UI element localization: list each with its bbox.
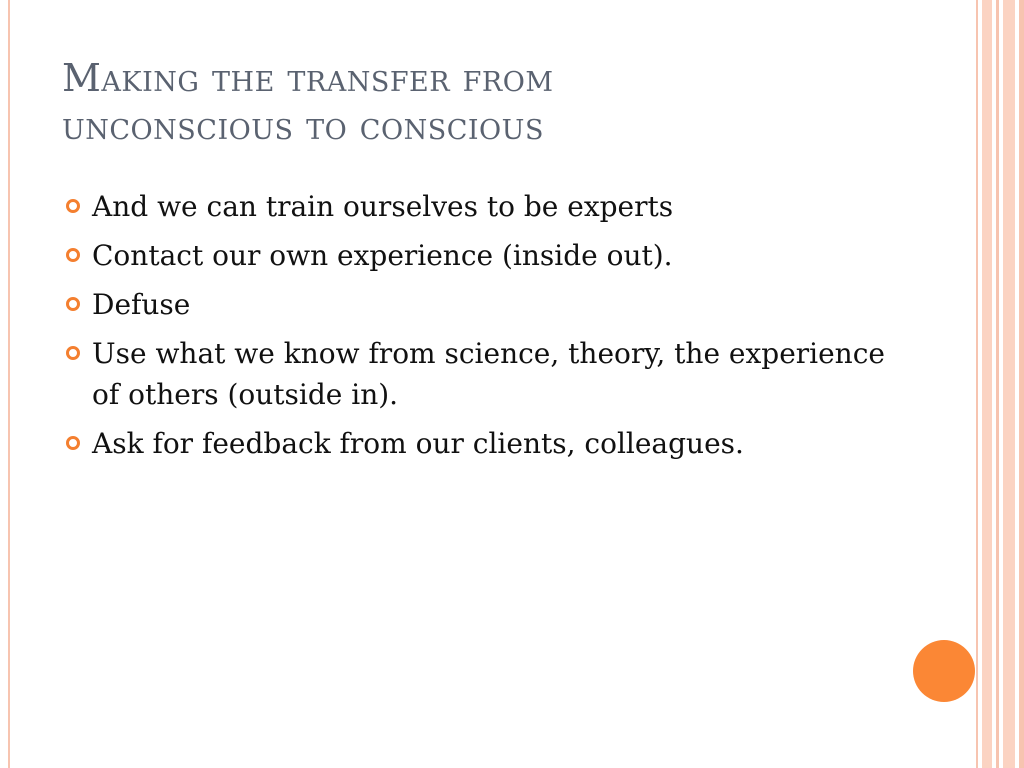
bullet-list	[62, 186, 912, 472]
stripe-5	[1019, 0, 1024, 768]
stripe-2	[982, 0, 992, 768]
bullet-text: Contact our own experience (inside out).	[92, 239, 673, 272]
bullet-text: Ask for feedback from our clients, colleagues.	[92, 427, 744, 460]
bullet-item	[62, 423, 912, 464]
left-border-rule	[8, 0, 10, 768]
title-line-1: Making the transfer from	[62, 56, 554, 100]
stripe-3	[996, 0, 999, 768]
bullet-circle-icon	[66, 248, 80, 262]
bullet-circle-icon	[66, 199, 80, 213]
slide-title	[62, 54, 922, 150]
bullet-circle-icon	[66, 297, 80, 311]
title-line-2: unconscious to conscious	[62, 104, 544, 148]
stripe-1	[976, 0, 978, 768]
bullet-text: Use what we know from science, theory, the experience of others (outside in).	[92, 337, 885, 411]
bullet-circle-icon	[66, 346, 80, 360]
stripe-4	[1003, 0, 1015, 768]
bullet-item	[62, 186, 912, 227]
bullet-circle-icon	[66, 436, 80, 450]
bullet-item	[62, 284, 912, 325]
right-decorative-stripes	[976, 0, 1024, 768]
bullet-text: And we can train ourselves to be experts	[92, 190, 674, 223]
decorative-orange-circle	[913, 640, 975, 702]
bullet-item	[62, 333, 912, 415]
bullet-item	[62, 235, 912, 276]
bullet-text: Defuse	[92, 288, 191, 321]
